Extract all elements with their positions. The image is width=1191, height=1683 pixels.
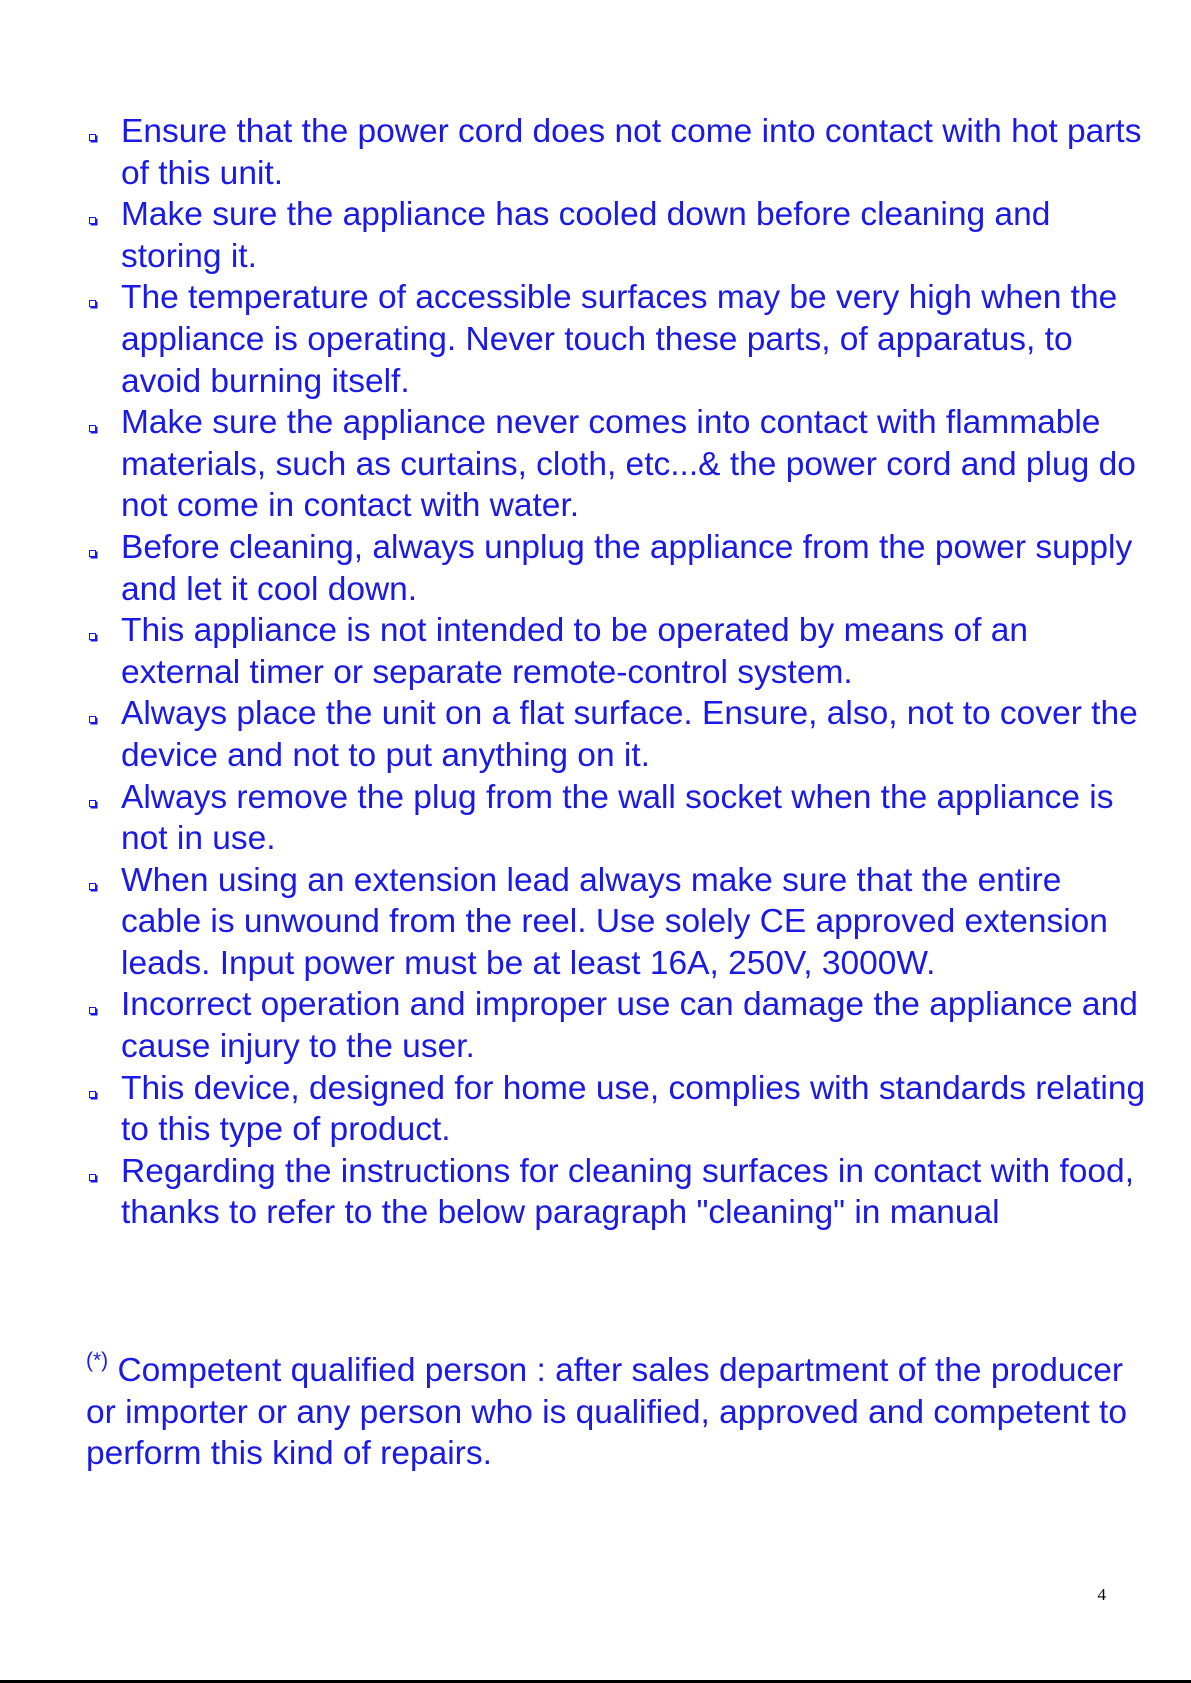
footnote — [86, 1350, 1146, 1475]
list-item-text: Before cleaning, always unplug the appliance from the power supply and let it cool down. — [121, 528, 1133, 608]
list-item — [86, 1068, 1146, 1151]
hollow-square-bullet-icon — [89, 633, 96, 640]
hollow-square-bullet-icon — [89, 1007, 96, 1014]
list-item — [86, 777, 1146, 860]
hollow-square-bullet-icon — [89, 1091, 96, 1098]
list-item-text: Incorrect operation and improper use can damage the appliance and cause injury to the user. — [121, 986, 1138, 1066]
list-item — [86, 402, 1146, 527]
list-item — [86, 860, 1146, 985]
list-item — [86, 984, 1146, 1067]
page-number: 4 — [1097, 1585, 1106, 1604]
list-item-text: This appliance is not intended to be operated by means of an external timer or separate remote-control system. — [121, 612, 1028, 691]
hollow-square-bullet-icon — [89, 716, 96, 723]
list-item — [86, 610, 1146, 693]
list-item — [86, 1151, 1146, 1234]
list-item-text: Always place the unit on a flat surface. Ensure, also, not to cover the device and not to put anything on it. — [121, 695, 1138, 774]
hollow-square-bullet-icon — [89, 217, 96, 224]
hollow-square-bullet-icon — [89, 1174, 96, 1181]
list-item — [86, 111, 1146, 194]
list-item-text: Always remove the plug from the wall socket when the appliance is not in use. — [121, 778, 1114, 858]
list-item-text: Ensure that the power cord does not come into contact with hot parts of this unit. — [121, 113, 1142, 192]
hollow-square-bullet-icon — [89, 134, 96, 141]
list-item-text: Make sure the appliance has cooled down before cleaning and storing it. — [121, 196, 1051, 275]
list-item-text: This device, designed for home use, complies with standards relating to this type of product. — [121, 1069, 1146, 1149]
list-item-text: Regarding the instructions for cleaning surfaces in contact with food, thanks to refer to the below paragraph "cleaning" in manual — [121, 1152, 1134, 1232]
hollow-square-bullet-icon — [89, 883, 96, 890]
hollow-square-bullet-icon — [89, 425, 96, 432]
footnote-marker: (*) — [86, 1349, 109, 1372]
list-item — [86, 693, 1146, 776]
list-item-text: Make sure the appliance never comes into contact with flammable materials, such as curtains, cloth, etc...& the power cord and plug do not come in contact with water. — [121, 404, 1136, 525]
hollow-square-bullet-icon — [89, 300, 96, 307]
hollow-square-bullet-icon — [89, 800, 96, 807]
hollow-square-bullet-icon — [89, 550, 96, 557]
list-item — [86, 527, 1146, 610]
list-item-text: The temperature of accessible surfaces may be very high when the appliance is operating. Never touch these parts, of apparatus, to avoid burning itself. — [121, 279, 1118, 400]
list-item — [86, 194, 1146, 277]
safety-instructions-list — [86, 111, 1146, 1234]
list-item-text: When using an extension lead always make sure that the entire cable is unwound from the reel. Use solely CE approved extension leads. Input power must be at least 16A, 250V, 3000W. — [121, 861, 1108, 982]
list-item — [86, 277, 1146, 402]
footnote-text: Competent qualified person : after sales department of the producer or importer or any person who is qualified, approved and competent to perform this kind of repairs. — [86, 1352, 1127, 1473]
